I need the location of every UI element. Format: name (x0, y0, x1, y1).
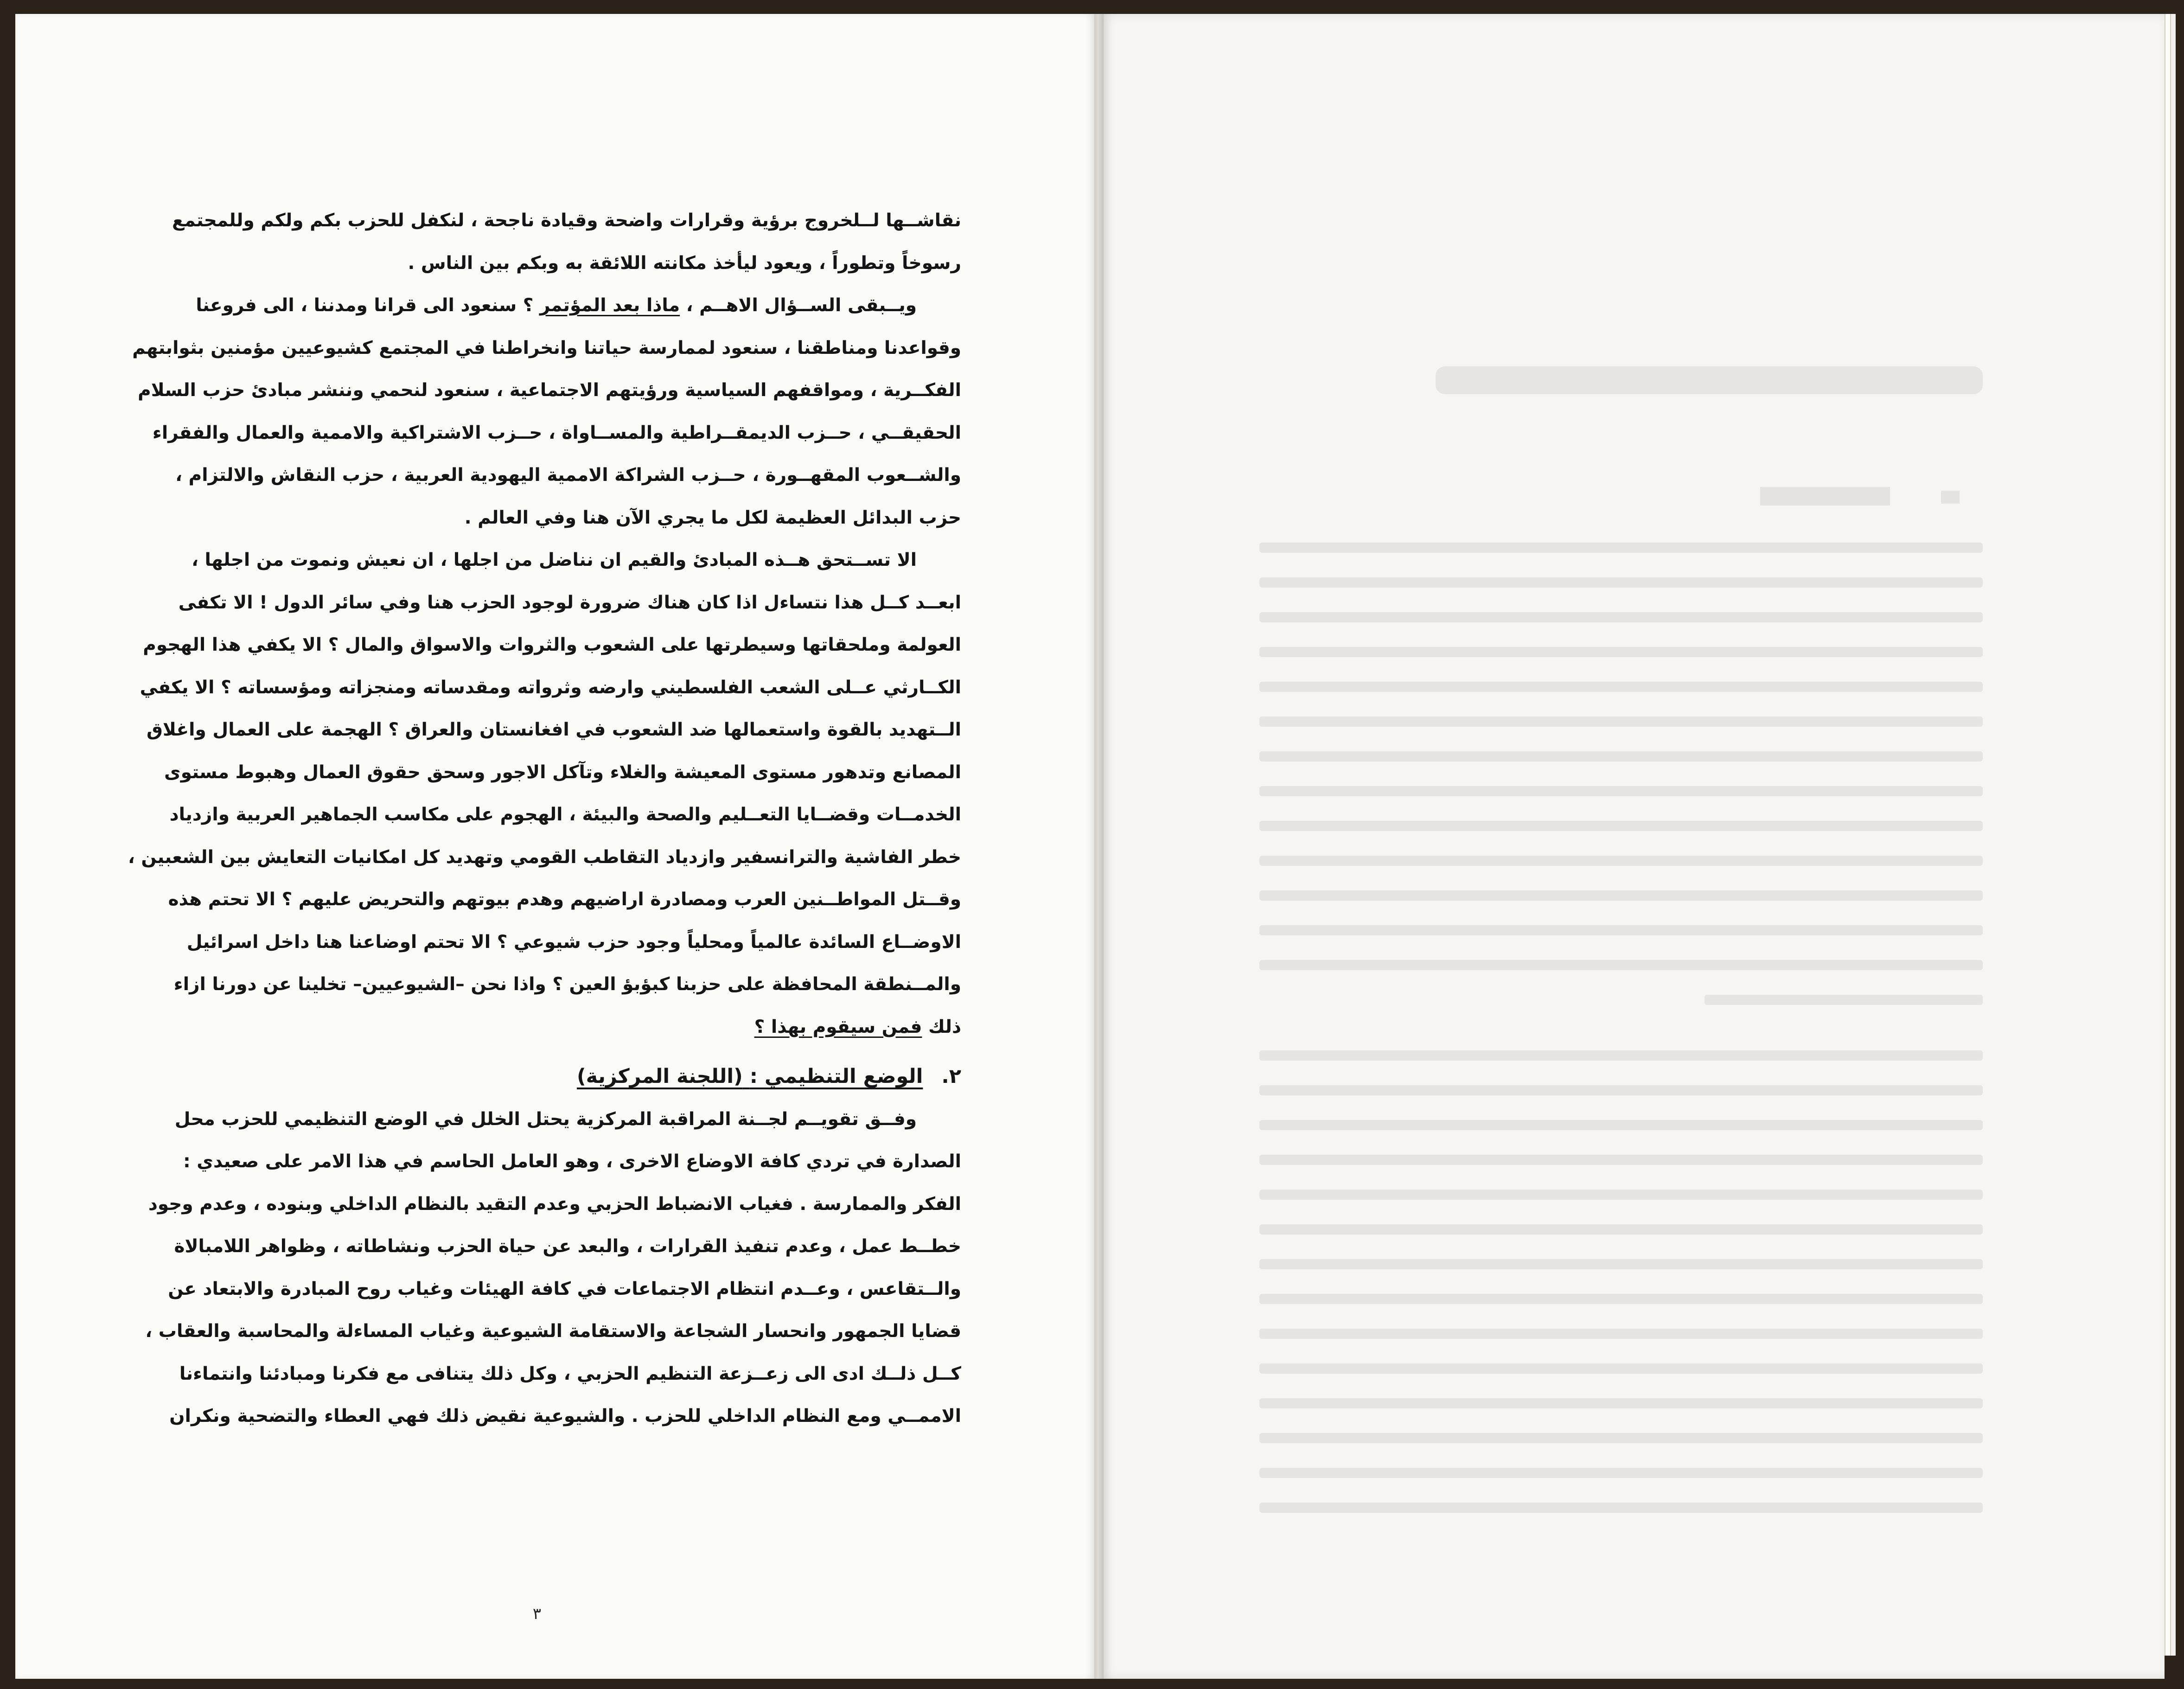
show-through-line (1259, 1190, 1983, 1200)
text-line: الا تســتحق هــذه المبادئ والقيم ان نناضل من اجلها ، ان نعيش ونموت من اجلها ، (192, 550, 917, 570)
text-line: الاممــي ومع النظام الداخلي للحزب . والشيوعية نقيض ذلك فهي العطاء والتضحية ونكران (169, 1406, 961, 1427)
show-through-line (1259, 1155, 1983, 1165)
section-title-label: الوضع التنظيمي : (749, 1065, 923, 1088)
body-text (117, 199, 961, 1438)
stacked-page-edge (2170, 14, 2176, 1656)
show-through-line (1259, 577, 1983, 588)
text-span: ويــبقى الســؤال الاهــم ، (680, 295, 917, 316)
underlined-phrase: ماذا بعد المؤتمر (539, 295, 680, 316)
show-through-line (1259, 925, 1983, 935)
text-line: حزب البدائل العظيمة لكل ما يجري الآن هنا وفي العالم . (464, 507, 961, 528)
show-through-line (1259, 890, 1983, 901)
section-heading (117, 1056, 961, 1098)
text-line: كــل ذلــك ادى الى زعــزعة التنظيم الحزبي ، وكل ذلك يتنافى مع فكرنا ومبادئنا وانتماءنا (179, 1363, 961, 1384)
show-through-line (1259, 612, 1983, 622)
show-through-line (1259, 1329, 1983, 1339)
text-line: والمــنطقة المحافظة على حزبنا كبؤبؤ العين ؟ واذا نحن –الشيوعيين– تخلينا عن دورنا ازاء (173, 974, 961, 995)
show-through-line (1259, 856, 1983, 866)
show-through-line (1259, 1294, 1983, 1304)
printed-left-page (15, 14, 1096, 1679)
text-line: وقــتل المواطــنين العرب ومصادرة اراضيهم وهدم بيوتهم والتحريض عليهم ؟ الا تحتم هذه (168, 889, 961, 910)
show-through-line (1259, 821, 1983, 831)
show-through-line (1259, 786, 1983, 796)
underlined-phrase: فمن سيقوم بهذا ؟ (754, 1016, 922, 1037)
show-through-line (1259, 1363, 1983, 1374)
show-through-line (1259, 1503, 1983, 1513)
text-line: الاوضــاع السائدة عالمياً ومحلياً وجود حزب شيوعي ؟ الا تحتم اوضاعنا هنا داخل اسرائيل (186, 931, 961, 953)
text-line (117, 1006, 961, 1049)
text-span: ؟ سنعود الى قرانا ومدننا ، الى فروعنا (196, 295, 540, 316)
section-number: ٢. (941, 1065, 961, 1088)
show-through-line (1259, 1433, 1983, 1443)
text-line: الفكــرية ، ومواقفهم السياسية ورؤيتهم الاجتماعية ، سنعود لنحمي وننشر مبادئ حزب السلام (138, 380, 961, 401)
text-line: الصدارة في تردي كافة الاوضاع الاخرى ، وهو العامل الحاسم في هذا الامر على صعيدي : (183, 1151, 961, 1172)
text-line (117, 284, 961, 327)
blank-right-page (1102, 14, 2165, 1679)
text-line: والــتقاعس ، وعــدم انتظام الاجتماعات في كافة الهيئات وغياب روح المبادرة والابتعاد عن (168, 1278, 961, 1299)
show-through-line (1259, 751, 1983, 761)
show-through-number (1941, 491, 1960, 504)
show-through-line (1259, 1224, 1983, 1235)
show-through-line (1259, 543, 1983, 553)
show-through-line (1259, 1120, 1983, 1130)
gutter-shadow (1085, 14, 1113, 1679)
show-through-line (1259, 682, 1983, 692)
show-through-line (1259, 647, 1983, 657)
section-title (577, 1056, 923, 1098)
show-through-line (1259, 1468, 1983, 1478)
show-through-line (1259, 1085, 1983, 1095)
text-line: ابعــد كــل هذا نتساءل اذا كان هناك ضرورة لوجود الحزب هنا وفي سائر الدول ! الا تكفى (178, 592, 961, 613)
text-line: والشــعوب المقهــورة ، حــزب الشراكة الاممية اليهودية العربية ، حزب النقاش والالتزام ، (175, 465, 961, 486)
section-title-paren: (اللجنة المركزية) (576, 1065, 743, 1088)
show-through-subheading (1760, 487, 1890, 505)
text-line: قضايا الجمهور وانحسار الشجاعة والاستقامة الشيوعية وغياب المساءلة والمحاسبة والعقاب ، (145, 1321, 961, 1342)
text-line: وقواعدنا ومناطقنا ، سنعود لممارسة حياتنا وانخراطنا في المجتمع كشيوعيين مؤمنين بثوابتهم (132, 337, 961, 358)
show-through-line (1259, 1398, 1983, 1408)
text-line: الكــارثي عــلى الشعب الفلسطيني وارضه وثرواته ومقدساته ومنجزاته ومؤسساته ؟ الا يكفي (140, 677, 961, 698)
text-line: خطــط عمل ، وعدم تنفيذ القرارات ، والبعد عن حياة الحزب ونشاطاته ، وظواهر اللامبالاة (174, 1236, 961, 1257)
text-span: ذلك (922, 1016, 961, 1037)
show-through-line (1259, 717, 1983, 727)
text-line: الحقيقــي ، حــزب الديمقــراطية والمســاواة ، حــزب الاشتراكية والاممية والعمال والفقراء (152, 422, 961, 443)
show-through-title (1436, 366, 1983, 394)
text-line: الفكر والممارسة . فغياب الانضباط الحزبي وعدم التقيد بالنظام الداخلي وبنوده ، وعدم وجود (148, 1193, 961, 1215)
text-line: رسوخاً وتطوراً ، ويعود ليأخذ مكانته اللائقة به وبكم بين الناس . (408, 252, 961, 274)
page-number: ٣ (532, 1605, 542, 1623)
text-line: المصانع وتدهور مستوى المعيشة والغلاء وتآكل الاجور وسحق حقوق العمال وهبوط مستوى (164, 761, 961, 783)
text-line: الخدمــات وقضــايا التعــليم والصحة والبيئة ، الهجوم على مكاسب الجماهير العربية وازدياد (169, 804, 961, 825)
text-line: العولمة وملحقاتها وسيطرتها على الشعوب والثروات والاسواق والمال ؟ الا يكفي هذا الهجوم (143, 634, 961, 655)
text-line: نقاشــها لــلخروج برؤية وقرارات واضحة وقيادة ناجحة ، لنكفل للحزب بكم ولكم وللمجتمع (172, 210, 961, 231)
show-through-line (1259, 1259, 1983, 1269)
text-line: خطر الفاشية والترانسفير وازدياد التقاطب القومي وتهديد كل امكانيات التعايش بين الشعبين ، (128, 846, 961, 868)
show-through-line (1259, 1050, 1983, 1061)
show-through-line (1259, 960, 1983, 970)
text-line: وفــق تقويــم لجــنة المراقبة المركزية يحتل الخلل في الوضع التنظيمي للحزب محل (174, 1108, 917, 1130)
show-through-line (1705, 995, 1983, 1005)
text-line: الــتهديد بالقوة واستعمالها ضد الشعوب في افغانستان والعراق ؟ الهجمة على العمال واغلاق (147, 719, 961, 740)
